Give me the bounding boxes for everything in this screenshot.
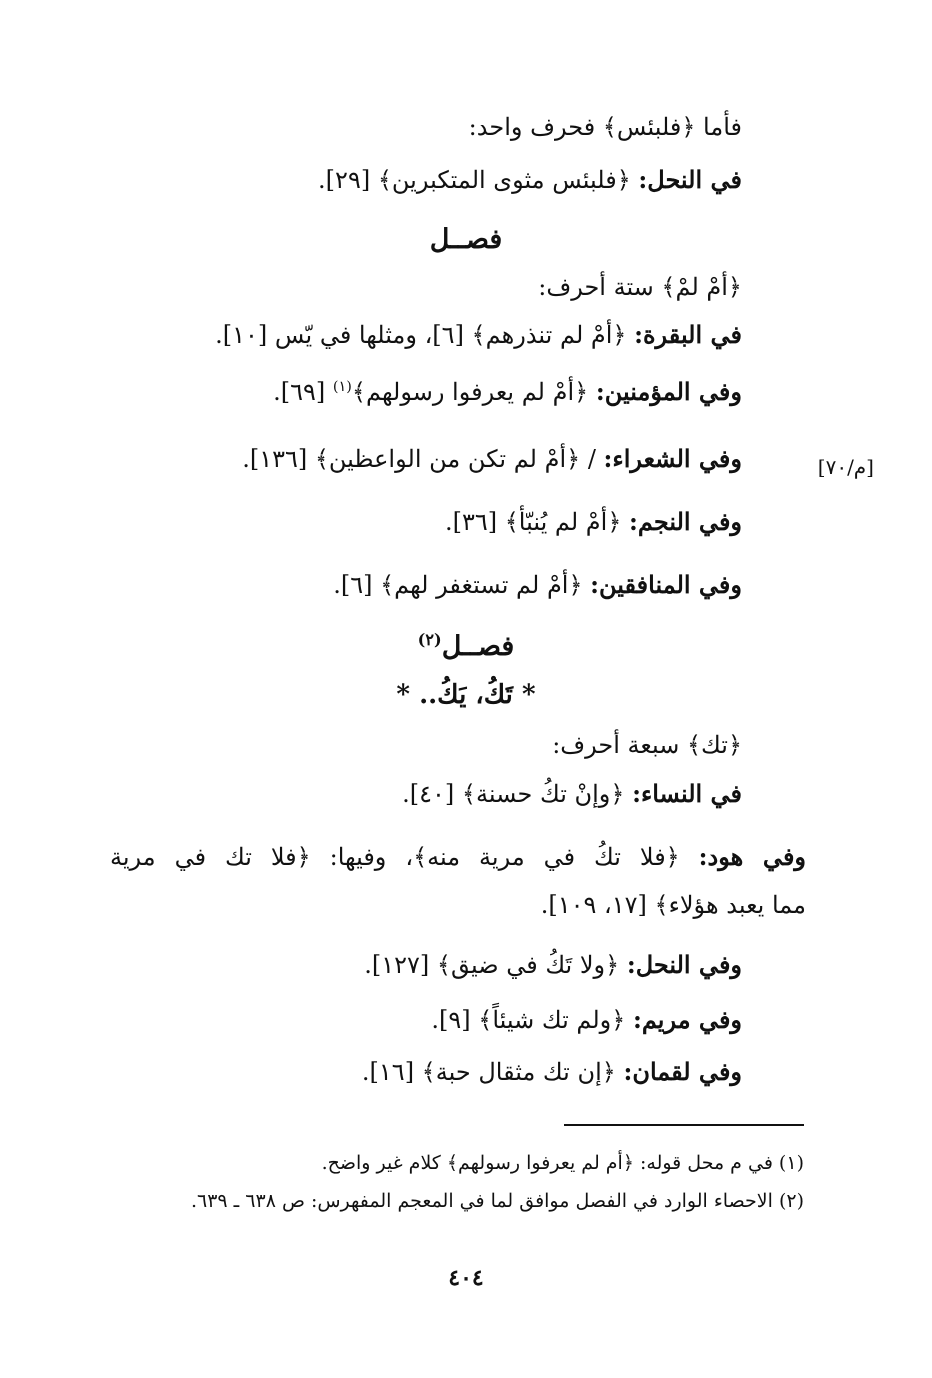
text-line: [242, 444, 742, 473]
text-line: [538, 275, 742, 299]
line-text: ﴿أمْ لم يعرفوا رسولهم﴾: [351, 378, 596, 406]
section-subtitle: * تَكُ، يَكُ.. *: [396, 680, 536, 710]
text-line: [364, 950, 742, 979]
text-line: [402, 779, 742, 808]
line-text: ﴿تك﴾ سبعة أحرف:: [552, 731, 742, 759]
text-line: [444, 507, 742, 536]
line-lead: في النحل:: [638, 165, 742, 194]
text-line: [273, 377, 742, 406]
text-line: [110, 842, 807, 871]
line-lead: وفي المنافقين:: [590, 570, 742, 599]
line-text: ﴿أمْ لم يُنبّأ﴾ [٣٦].: [444, 508, 630, 536]
line-text: ﴿أمْ لم تنذرهم﴾ [٦]، ومثلها في يّس [١٠].: [215, 321, 635, 349]
line-text: ﴿ولم تك شيئاً﴾ [٩].: [431, 1006, 633, 1034]
line-lead: وفي هود:: [698, 842, 807, 871]
line-text: ﴿وإنْ تكُ حسنة﴾ [٤٠].: [402, 780, 633, 808]
line-lead: وفي النحل:: [626, 950, 742, 979]
footnote-ref: (١): [332, 379, 352, 395]
line-text: / ﴿أمْ لم تكن من الواعظين﴾ [١٣٦].: [242, 445, 604, 473]
footnote: (٢) الاحصاء الوارد في الفصل موافق لما في المعجم المفهرس: ص ٦٣٨ ـ ٦٣٩.: [190, 1190, 804, 1212]
line-lead: وفي مريم:: [632, 1005, 742, 1034]
line-text: ﴿أمْ لم تستغفر لهم﴾ [٦].: [333, 571, 591, 599]
text-line: [215, 320, 742, 349]
line-text: ﴿أمْ لمْ﴾ ستة أحرف:: [538, 273, 742, 301]
text-line: [318, 165, 742, 194]
line-tail: [٦٩].: [273, 378, 333, 406]
line-lead: وفي النجم:: [629, 507, 742, 536]
line-text: ﴿ولا تَكُ في ضيق﴾ [١٢٧].: [364, 951, 627, 979]
line-text: ﴿إن تك مثقال حبة﴾ [١٦].: [361, 1058, 624, 1086]
line-text: ﴿فلا تكُ في مرية منه﴾، وفيها: ﴿فلا تك في مرية: [110, 843, 699, 871]
text-line: [333, 570, 742, 599]
text-line: [552, 733, 742, 757]
line-lead: في النساء:: [632, 779, 742, 808]
section-heading: [0, 632, 932, 660]
heading-text: فصــل: [441, 631, 515, 662]
text-line: [431, 1005, 742, 1034]
footnote-divider: [564, 1124, 804, 1126]
footnote: (١) في م محل قوله: ﴿أم لم يعرفوا رسولهم﴾ كلام غير واضح.: [321, 1152, 804, 1174]
text-line: [361, 1057, 742, 1086]
line-lead: وفي المؤمنين:: [595, 377, 742, 406]
text-line: [469, 115, 742, 139]
manuscript-page-marker: [م/٧٠]: [817, 455, 874, 479]
line-lead: وفي الشعراء:: [603, 444, 742, 473]
line-text: مما يعبد هؤلاء﴾ [١٧، ١٠٩].: [540, 891, 806, 919]
footnote-ref: (٢): [417, 630, 442, 649]
line-text: ﴿فلبئس مثوى المتكبرين﴾ [٢٩].: [318, 166, 639, 194]
text-line: [541, 893, 806, 917]
line-lead: في البقرة:: [634, 320, 742, 349]
page-number: ٤٠٤: [448, 1265, 484, 1291]
section-heading: فصــل: [429, 224, 503, 255]
line-text: فأما ﴿فلبئس﴾ فحرف واحد:: [468, 113, 742, 141]
line-lead: وفي لقمان:: [623, 1057, 742, 1086]
